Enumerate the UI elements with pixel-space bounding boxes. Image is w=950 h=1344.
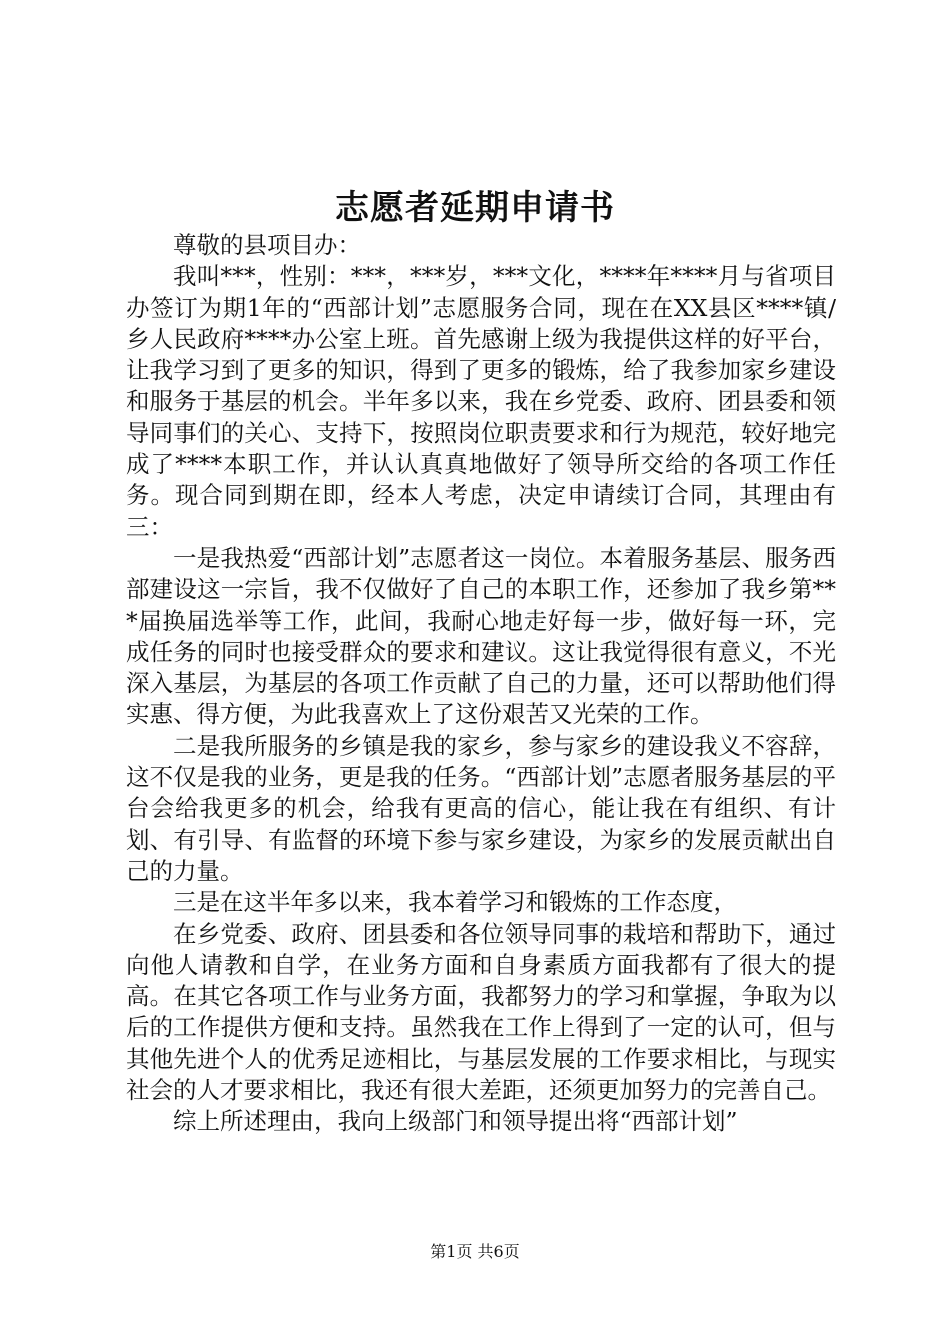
reason-two-paragraph: 二是我所服务的乡镇是我的家乡，参与家乡的建设我义不容辞，这不仅是我的业务，更是我的任务。“西部计划”志愿者服务基层的平台会给我更多的机会，给我有更高的信心，能让我在有组织、有计划、有引导、有监督的环境下参与家乡建设，为家乡的发展贡献出自己的力量。 [126,731,836,885]
salutation: 尊敬的县项目办： [173,231,361,259]
document-body [126,230,836,1138]
reason-three-paragraph: 三是在这半年多以来，我本着学习和锻炼的工作态度， [173,888,737,917]
conclusion-paragraph: 综上所述理由，我向上级部门和领导提出将“西部计划” [173,1107,738,1136]
intro-paragraph: 我叫***，性别：***，***岁，***文化，****年****月与省项目办签订为期1年的“西部计划”志愿服务合同，现在在XX县区****镇/乡人民政府****办公室上班。首先感谢上级为我提供这样的好平台，让我学习到了更多的知识，得到了更多的锻炼，给了我参加家乡建设和服务于基层的机会。半年多以来，我在乡党委、政府、团县委和领导同事们的关心、支持下，按照岗位职责要求和行为规范，较好地完成了****本职工作，并认认真真地做好了领导所交给的各项工作任务。现合同到期在即，经本人考虑，决定申请续订合同，其理由有三： [126,262,836,541]
reason-one-paragraph: 一是我热爱“西部计划”志愿者这一岗位。本着服务基层、服务西部建设这一宗旨，我不仅做好了自己的本职工作，还参加了我乡第***届换届选举等工作，此间，我耐心地走好每一步，做好每一环，完成任务的同时也接受群众的要求和建议。这让我觉得很有意义，不光深入基层，为基层的各项工作贡献了自己的力量，还可以帮助他们得实惠、得方便，为此我喜欢上了这份艰苦又光荣的工作。 [126,543,836,729]
reason-three-continued-paragraph: 在乡党委、政府、团县委和各位领导同事的栽培和帮助下，通过向他人请教和自学，在业务方面和自身素质方面我都有了很大的提高。在其它各项工作与业务方面，我都努力的学习和掌握，争取为以后的工作提供方便和支持。虽然我在工作上得到了一定的认可，但与其他先进个人的优秀足迹相比，与基层发展的工作要求相比，与现实社会的人才要求相比，我还有很大差距，还须更加努力的完善自己。 [126,919,836,1105]
document-title: 志愿者延期申请书 [335,188,615,228]
page-number-footer: 第1页 共6页 [430,1242,520,1261]
